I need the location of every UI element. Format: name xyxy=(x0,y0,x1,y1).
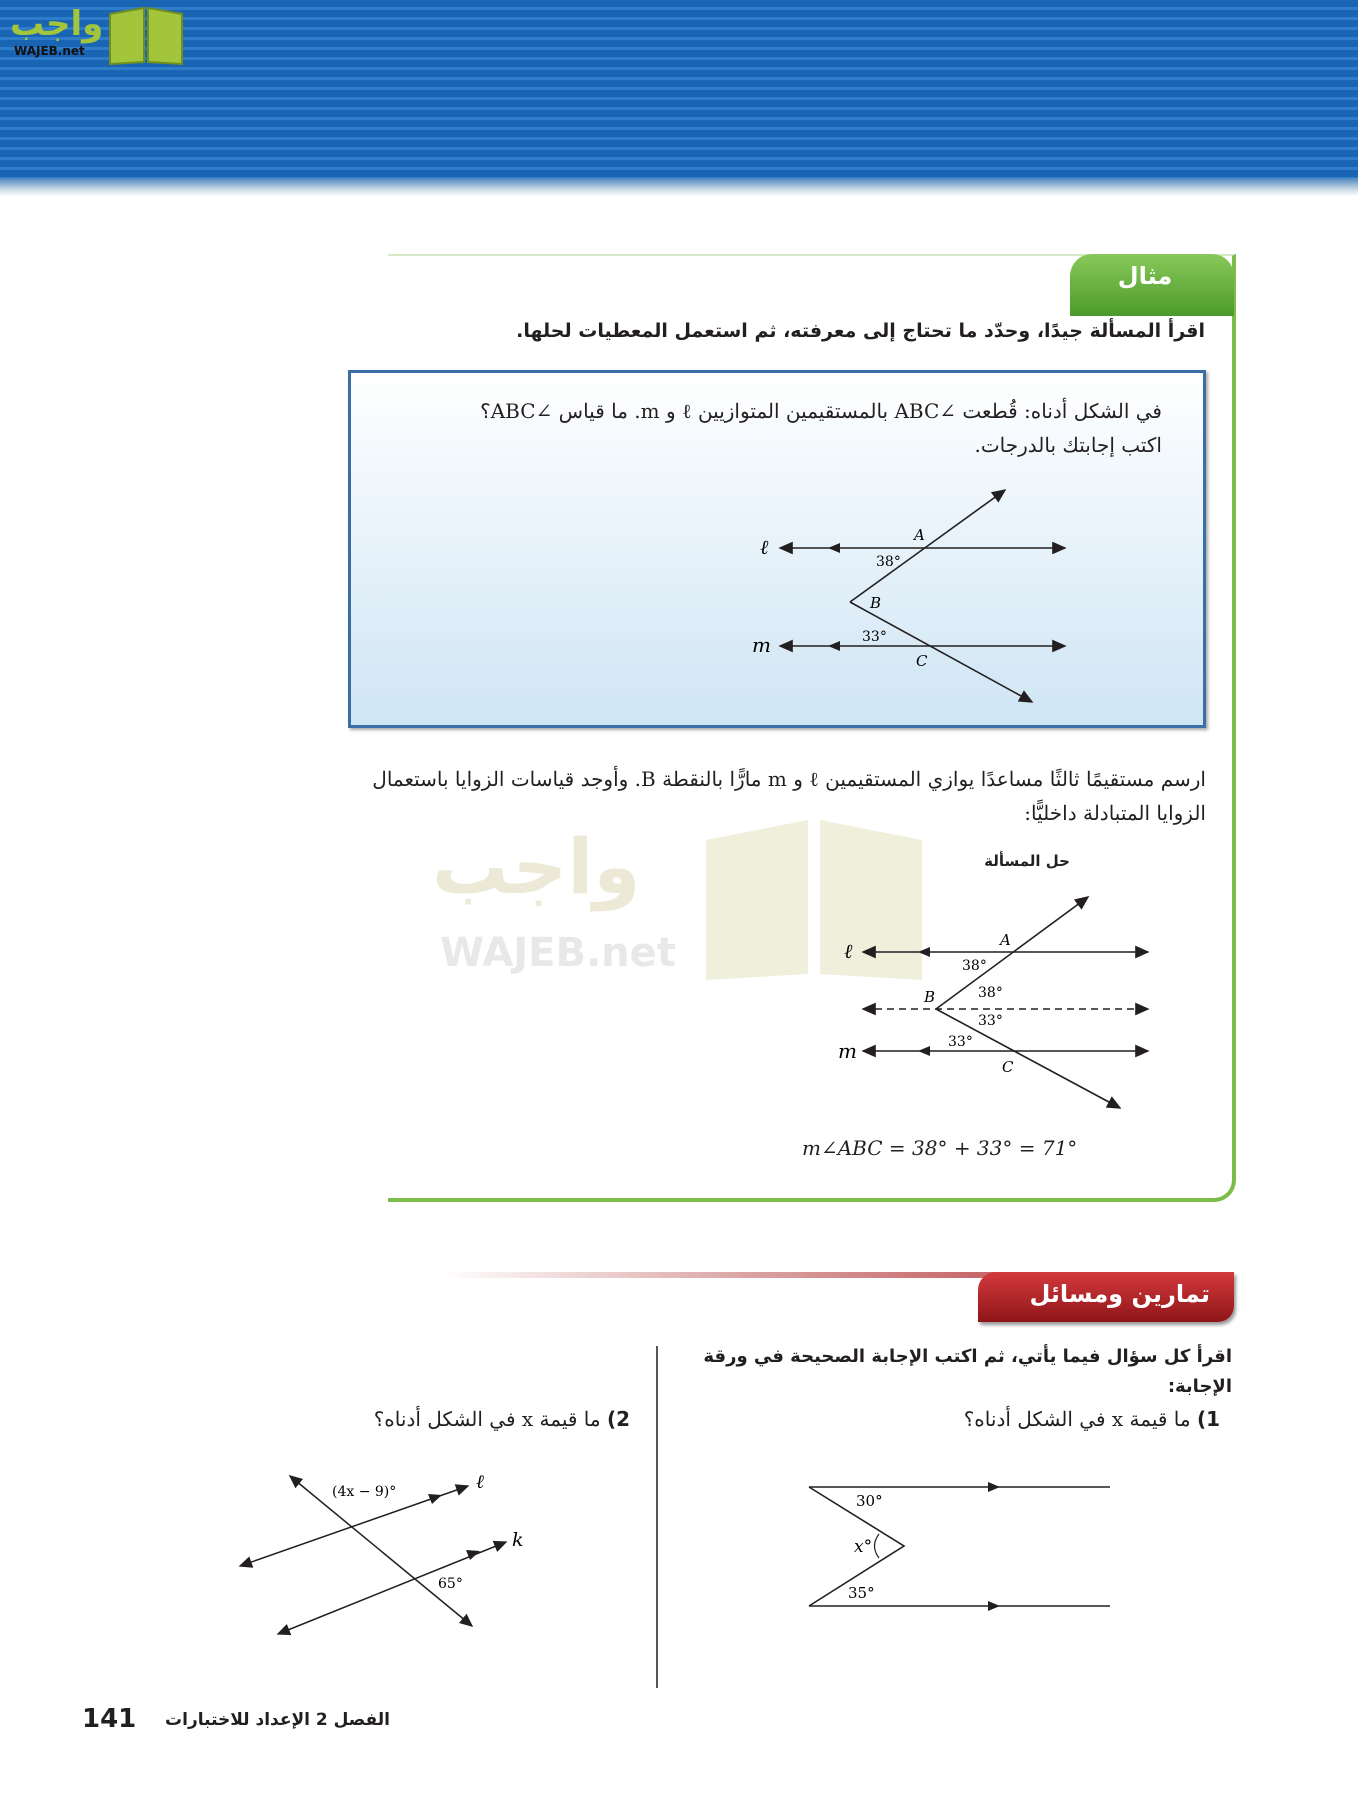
logo-site: WAJEB.net xyxy=(14,44,85,58)
solution-formula: m∠ABC = 38° + 33° = 71° xyxy=(802,1136,1078,1160)
sol-angle-4: 33° xyxy=(948,1034,973,1050)
angle-38: 38° xyxy=(876,554,901,570)
label-a: A xyxy=(914,526,925,544)
footer-chapter: الفصل 2 الإعداد للاختبارات xyxy=(165,1710,390,1730)
sol-angle-3: 33° xyxy=(978,1013,1003,1029)
label-m: m xyxy=(752,633,771,657)
sol-ray-ba xyxy=(936,897,1088,1009)
q2-label-k: k xyxy=(512,1529,524,1551)
solution-title: حل المسألة xyxy=(984,852,1070,870)
practice-tab-label: تمارين ومسائل xyxy=(1029,1280,1210,1308)
sol-label-c: C xyxy=(1002,1058,1014,1076)
example-instruction: اقرأ المسألة جيدًا، وحدّد ما تحتاج إلى معرفته، ثم استعمل المعطيات لحلها. xyxy=(516,320,1205,342)
sol-label-a: A xyxy=(1000,931,1011,949)
q2-line-k-tick xyxy=(466,1550,480,1560)
practice-instruction: اقرأ كل سؤال فيما يأتي، ثم اكتب الإجابة الصحيحة في ورقة الإجابة: xyxy=(703,1346,1232,1397)
watermark-text: واجب xyxy=(432,822,641,911)
ray-bc xyxy=(850,602,1032,702)
question-2 xyxy=(260,1404,630,1434)
question-line-2: اكتب إجابتك بالدرجات. xyxy=(974,433,1162,457)
wajeb-logo xyxy=(10,4,190,68)
page-number: 141 xyxy=(82,1704,137,1734)
sol-label-m: m xyxy=(838,1039,857,1063)
label-c: C xyxy=(916,652,928,670)
book-icon xyxy=(106,4,186,64)
question-2-figure xyxy=(232,1456,532,1636)
q1-angle-x: x° xyxy=(854,1537,873,1557)
line-l-tick xyxy=(828,543,840,553)
q1-angle-arc xyxy=(875,1534,880,1558)
label-l: ℓ xyxy=(760,535,769,559)
q1-bottom-arrow xyxy=(988,1601,1000,1611)
q2-angle-65: 65° xyxy=(438,1576,463,1592)
watermark-sub: WAJEB.net xyxy=(440,930,676,976)
sol-angle-1: 38° xyxy=(962,958,987,974)
header-band xyxy=(0,0,1358,194)
q1-angle-bottom: 35° xyxy=(848,1584,875,1602)
question-1-number: 1) xyxy=(1196,1407,1220,1431)
sol-angle-2: 38° xyxy=(978,985,1003,1001)
sol-ray-bc xyxy=(936,1009,1120,1108)
solution-figure xyxy=(830,862,1170,1112)
q1-top-arrow xyxy=(988,1482,1000,1492)
question-figure xyxy=(740,484,1160,724)
sol-line-m-tick xyxy=(918,1046,930,1056)
step-text: ارسم مستقيمًا ثالثًا مساعدًا يوازي المستقيمين ℓ و m مارًّا بالنقطة B. وأوجد قياسات الزوايا باستعمال الزوايا المتبادلة داخليًّا: xyxy=(372,767,1206,825)
sol-line-l-tick xyxy=(918,947,930,957)
question-2-number: 2) xyxy=(606,1407,630,1431)
q1-angle-top: 30° xyxy=(856,1492,883,1510)
q2-label-l: ℓ xyxy=(476,1471,484,1493)
header-band-shadow xyxy=(0,178,1358,196)
ray-ba xyxy=(850,490,1005,602)
question-2-text: ما قيمة x في الشكل أدناه؟ xyxy=(373,1407,601,1431)
question-1-text: ما قيمة x في الشكل أدناه؟ xyxy=(963,1407,1191,1431)
logo-brand: واجب xyxy=(10,4,104,44)
question-1-figure xyxy=(800,1474,1120,1624)
column-divider xyxy=(656,1346,658,1688)
q2-angle-expr: (4x − 9)° xyxy=(332,1484,397,1500)
angle-33: 33° xyxy=(862,629,887,645)
label-b: B xyxy=(870,594,882,612)
sol-label-b: B xyxy=(924,988,936,1006)
question-1 xyxy=(700,1404,1220,1434)
example-tab-label: مثال xyxy=(1117,262,1173,290)
question-text xyxy=(380,394,1162,462)
question-line-1: في الشكل أدناه: قُطعت ∠ABC بالمستقيمين المتوازيين ℓ و m. ما قياس ∠ABC؟ xyxy=(480,399,1162,423)
sol-label-l: ℓ xyxy=(844,939,853,963)
q2-line-l-tick xyxy=(428,1494,442,1504)
line-m-tick xyxy=(828,641,840,651)
